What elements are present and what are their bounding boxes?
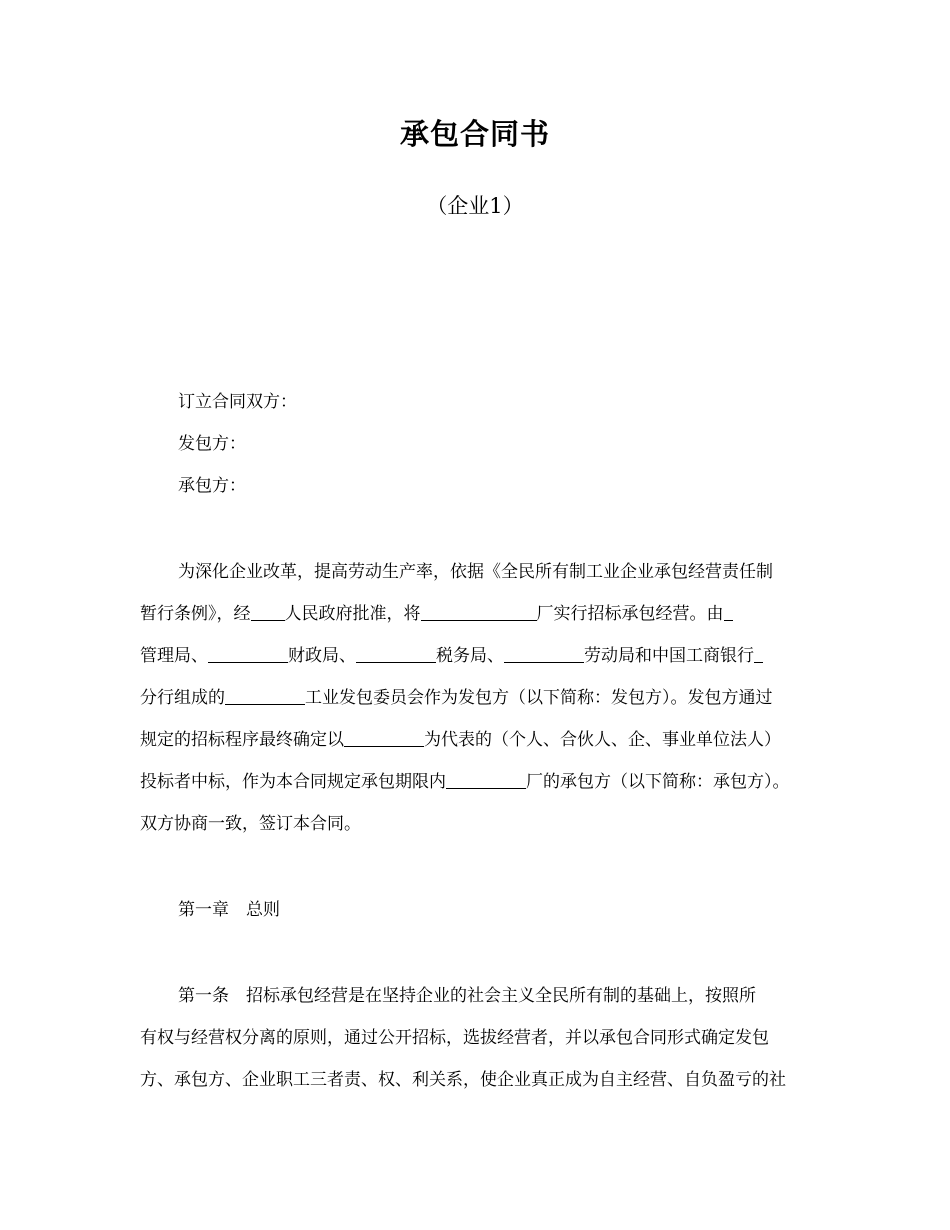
preamble-text: 投标者中标，作为本合同规定承包期限内 xyxy=(140,772,446,792)
preamble-line-1: 为深化企业改革，提高劳动生产率，依据《全民所有制工业企业承包经营责任制 xyxy=(178,562,773,582)
preamble-text: 工业发包委员会作为发包方（以下简称：发包方）。发包方通过 xyxy=(305,688,773,708)
chapter-heading: 第一章 总则 xyxy=(178,900,280,920)
employer-label: 发包方： xyxy=(178,434,246,454)
blank-field[interactable] xyxy=(421,604,537,621)
parties-heading: 订立合同双方： xyxy=(178,392,297,412)
blank-field[interactable] xyxy=(208,646,288,663)
preamble-line-7: 双方协商一致，签订本合同。 xyxy=(140,814,361,834)
preamble-text: 规定的招标程序最终确定以 xyxy=(140,730,344,750)
contractor-label: 承包方： xyxy=(178,476,246,496)
article-1-line-2: 有权与经营权分离的原则，通过公开招标，选拔经营者，并以承包合同形式确定发包 xyxy=(140,1028,769,1048)
blank-field[interactable] xyxy=(754,646,763,663)
preamble-line-2 xyxy=(140,602,733,626)
preamble-text: 分行组成的 xyxy=(140,688,225,708)
preamble-text: 劳动局和中国工商银行 xyxy=(584,646,754,666)
preamble-text: 厂的承包方（以下简称：承包方）。 xyxy=(526,772,790,792)
article-1-line-3: 方、承包方、企业职工三者责、权、利关系，使企业真正成为自主经营、自负盈亏的社 xyxy=(140,1070,786,1090)
blank-field[interactable] xyxy=(446,772,526,789)
blank-field[interactable] xyxy=(251,604,285,621)
preamble-line-3 xyxy=(140,644,763,668)
document-title: 承包合同书 xyxy=(399,117,550,151)
preamble-text: 人民政府批准，将 xyxy=(284,604,421,624)
preamble-line-5 xyxy=(140,728,781,752)
preamble-text: 税务局、 xyxy=(436,646,504,666)
preamble-line-6 xyxy=(140,770,790,794)
preamble-text: 为代表的（个人、合伙人、企、事业单位法人） xyxy=(424,730,781,750)
blank-field[interactable] xyxy=(344,730,424,747)
preamble-text: 管理局、 xyxy=(140,646,208,666)
preamble-line-4 xyxy=(140,686,773,710)
blank-field[interactable] xyxy=(724,604,733,621)
article-1-line-1: 第一条 招标承包经营是在坚持企业的社会主义全民所有制的基础上，按照所 xyxy=(178,986,756,1006)
blank-field[interactable] xyxy=(504,646,584,663)
blank-field[interactable] xyxy=(225,688,305,705)
preamble-text: 厂实行招标承包经营。由 xyxy=(536,604,724,624)
preamble-text: 财政局、 xyxy=(288,646,356,666)
preamble-text: 暂行条例》，经 xyxy=(140,604,251,624)
blank-field[interactable] xyxy=(356,646,436,663)
document-subtitle: （企业1） xyxy=(426,194,524,218)
